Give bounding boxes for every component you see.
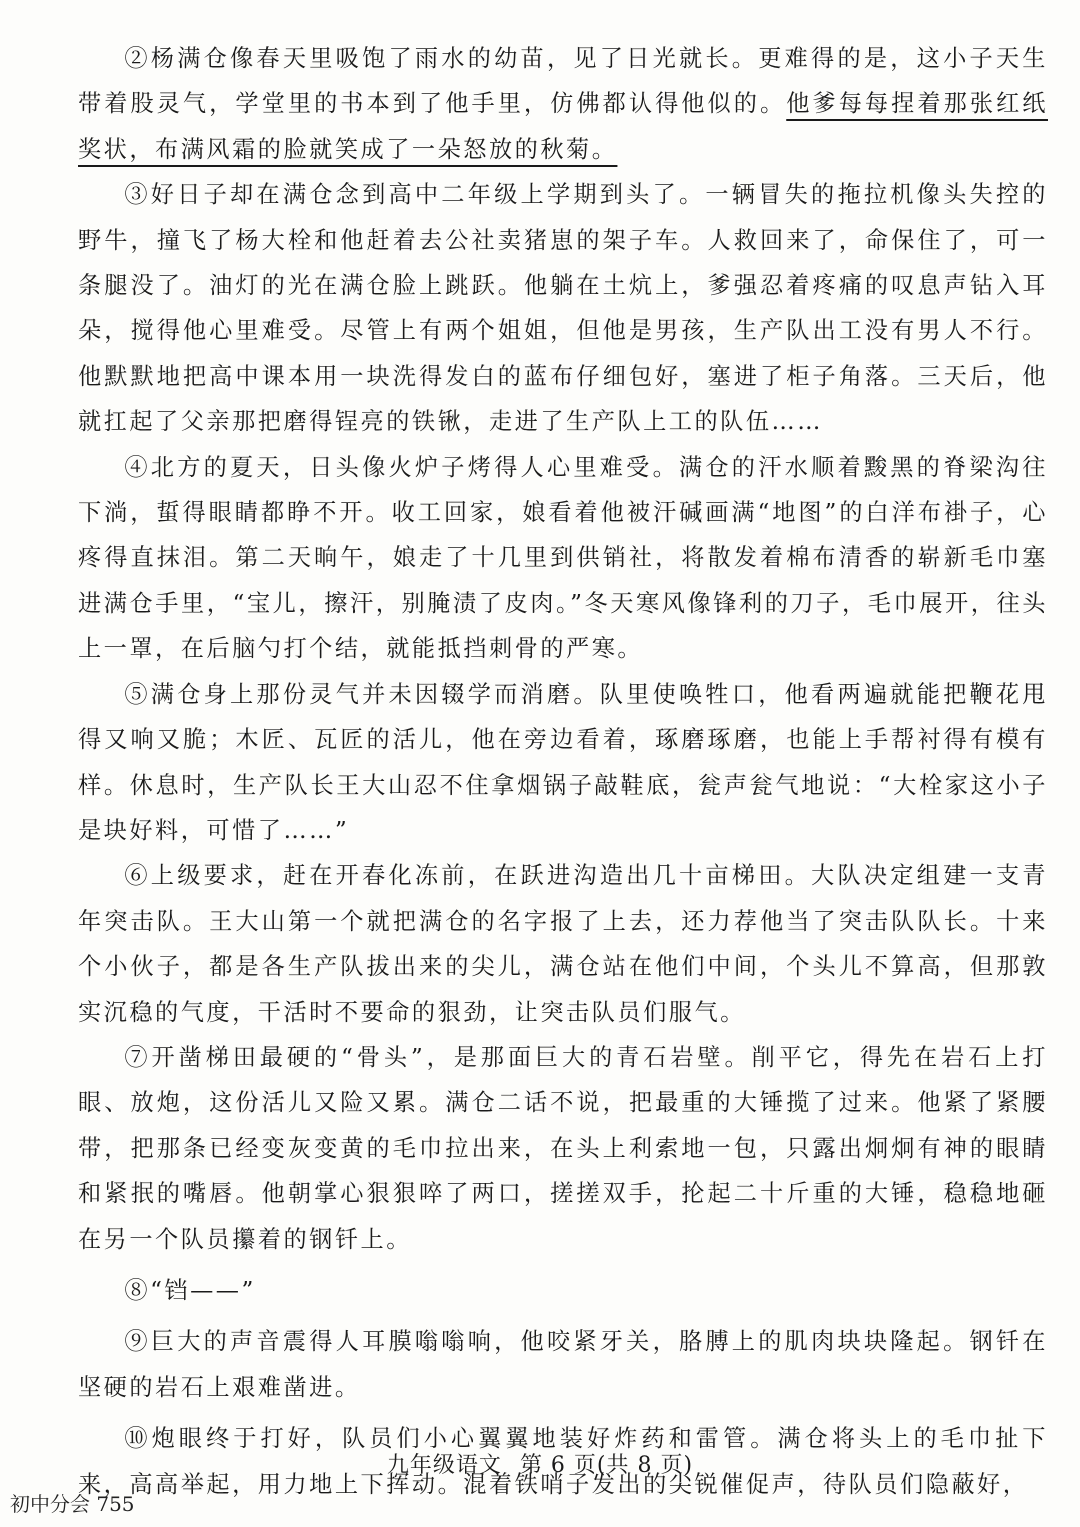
footer-subject: 九年级语文 (386, 1453, 502, 1478)
footer-page-number: 第 6 页(共 8 页) (519, 1453, 694, 1478)
paragraph-2-underlined-sentence: 他爹每每捏着那张红纸奖状，布满风霜的脸就笑成了一朵怒放的秋菊。 (78, 90, 1048, 163)
paragraph-7: ⑦开凿梯田最硬的“骨头”，是那面巨大的青石岩壁。削平它，得先在岩石上打眼、放炮，这份活儿又险又累。满仓二话不说，把最重的大锤揽了过来。他紧了紧腰带，把那条已经变灰变黄的毛巾拉出来，在头上利索地一包，只露出炯炯有神的眼睛和紧抿的嘴唇。他朝掌心狠狠啐了两口，搓搓双手，抡起二十斤重的大锤，稳稳地砸在另一个队员攥着的钢钎上。 (78, 1043, 1048, 1253)
paragraph-6: ⑥上级要求，赶在开春化冻前，在跃进沟造出几十亩梯田。大队决定组建一支青年突击队。王大山第一个就把满仓的名字报了上去，还力荐他当了突击队队长。十来个小伙子，都是各生产队拔出来的尖儿，满仓站在他们中间，个头儿不算高，但那敦实沉稳的气度，干活时不要命的狠劲，让突击队员们服气。 (78, 862, 1048, 1026)
paragraph-2 (78, 36, 1048, 172)
article-body (78, 36, 1048, 1507)
paragraph-2-text: ②杨满仓像春天里吸饱了雨水的幼苗，见了日光就长。更难得的是，这小子天生带着股灵气，学堂里的书本到了他手里，仿佛都认得他似的。 (78, 45, 1048, 118)
paragraph-3: ③好日子却在满仓念到高中二年级上学期到头了。一辆冒失的拖拉机像头失控的野牛，撞飞了杨大栓和他赶着去公社卖猪崽的架子车。人救回来了，命保住了，可一条腿没了。油灯的光在满仓脸上跳跃。他躺在土炕上，爹强忍着疼痛的叹息声钻入耳朵，搅得他心里难受。尽管上有两个姐姐，但他是男孩，生产队出工没有男人不行。他默默地把高中课本用一块洗得发白的蓝布仔细包好，塞进了柜子角落。三天后，他就扛起了父亲那把磨得锃亮的铁锹，走进了生产队上工的队伍…… (78, 181, 1048, 436)
paragraph-4: ④北方的夏天，日头像火炉子烤得人心里难受。满仓的汗水顺着黢黑的脊梁沟往下淌，蜇得眼睛都睁不开。收工回家，娘看着他被汗碱画满“地图”的白洋布褂子，心疼得直抹泪。第二天晌午，娘走了十几里到供销社，将散发着棉布清香的崭新毛巾塞进满仓手里，“宝儿，擦汗，别腌渍了皮肉。”冬天寒风像锋利的刀子，毛巾展开，往头上一罩，在后脑勺打个结，就能抵挡刺骨的严寒。 (78, 453, 1048, 663)
paragraph-10: ⑩炮眼终于打好，队员们小心翼翼地装好炸药和雷管。满仓将头上的毛巾扯下来，高高举起，用力地上下挥动。混着铁哨子发出的尖锐催促声，待队员们隐蔽好， (78, 1425, 1048, 1498)
watermark: 初中分会 755 (10, 1492, 135, 1516)
page-footer (0, 1448, 1080, 1479)
paragraph-8: ⑧“铛——” (124, 1276, 256, 1304)
paragraph-5: ⑤满仓身上那份灵气并未因辍学而消磨。队里使唤牲口，他看两遍就能把鞭花甩得又响又脆；木匠、瓦匠的活儿，他在旁边看着，琢磨琢磨，也能上手帮衬得有模有样。休息时，生产队长王大山忍不住拿烟锅子敲鞋底，瓮声瓮气地说：“大栓家这小子是块好料，可惜了……” (78, 680, 1048, 844)
paragraph-9: ⑨巨大的声音震得人耳膜嗡嗡响，他咬紧牙关，胳膊上的肌肉块块隆起。钢钎在坚硬的岩石上艰难凿进。 (78, 1328, 1048, 1401)
